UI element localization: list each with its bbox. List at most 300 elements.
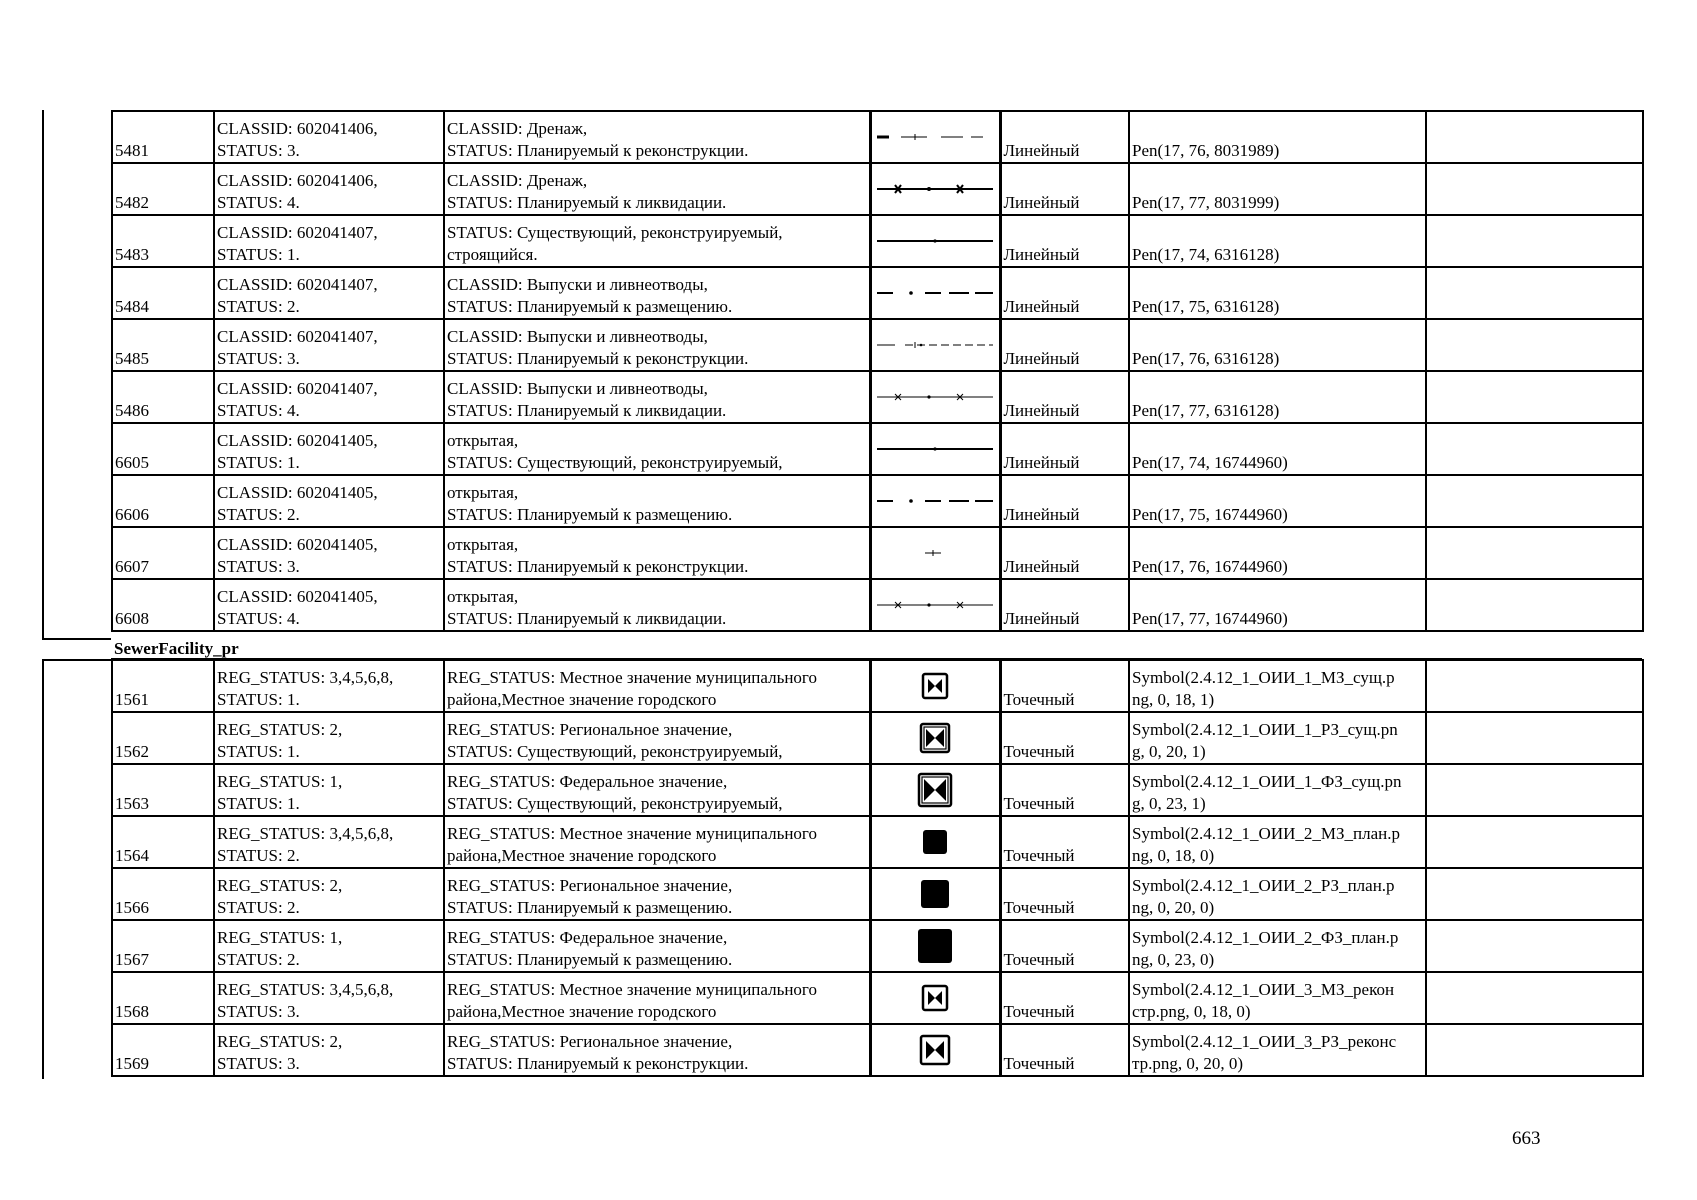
description-line1: REG_STATUS: Региональное значение,	[447, 876, 733, 895]
bowtie-regional-icon	[874, 722, 997, 754]
condition-line2: STATUS: 1.	[217, 794, 300, 813]
geometry-type-cell	[1000, 163, 1129, 215]
description-line2: STATUS: Планируемый к реконструкции.	[447, 141, 749, 160]
style-spec-cell	[1129, 319, 1426, 371]
code-cell	[112, 579, 214, 631]
description-line1: CLASSID: Выпуски и ливнеотводы,	[447, 275, 708, 294]
row-code: 1569	[115, 1054, 149, 1073]
style-spec-cell	[1129, 712, 1426, 764]
geometry-type: Точечный	[1003, 742, 1075, 761]
description-cell	[444, 475, 870, 527]
description-cell	[444, 267, 870, 319]
pen-spec: Pen(17, 76, 8031989)	[1132, 141, 1280, 160]
style-spec-cell	[1129, 660, 1426, 712]
description-line2: STATUS: Планируемый к реконструкции.	[447, 557, 749, 576]
condition-cell	[214, 163, 444, 215]
empty-cell	[1426, 972, 1643, 1024]
description-line1: REG_STATUS: Местное значение муниципального	[447, 824, 817, 843]
description-line2: STATUS: Существующий, реконструируемый,	[447, 794, 783, 813]
code-cell	[112, 319, 214, 371]
geometry-type: Точечный	[1003, 1002, 1075, 1021]
pen-spec: Pen(17, 77, 16744960)	[1132, 609, 1288, 628]
filled-square-large-icon	[874, 927, 997, 965]
drainage-line-styles-table	[111, 110, 1644, 632]
condition-line1: REG_STATUS: 2,	[217, 720, 343, 739]
table-row	[112, 816, 1643, 868]
pen-spec: Pen(17, 77, 8031999)	[1132, 193, 1280, 212]
empty-cell	[1426, 423, 1643, 475]
symbol-cell	[870, 920, 1000, 972]
geometry-type: Линейный	[1003, 193, 1080, 212]
row-code: 1566	[115, 898, 149, 917]
description-cell	[444, 579, 870, 631]
table-row	[112, 215, 1643, 267]
description-line2: STATUS: Планируемый к размещению.	[447, 297, 733, 316]
condition-cell	[214, 371, 444, 423]
table-row	[112, 972, 1643, 1024]
symbol-cell	[870, 163, 1000, 215]
table-row	[112, 475, 1643, 527]
condition-line1: CLASSID: 602041406,	[217, 171, 378, 190]
description-line2: района,Местное значение городского	[447, 1002, 717, 1021]
style-spec-cell	[1129, 1024, 1426, 1076]
description-line2: строящийся.	[447, 245, 538, 264]
symbol-cell	[870, 527, 1000, 579]
geometry-type-cell	[1000, 1024, 1129, 1076]
description-cell	[444, 1024, 870, 1076]
row-code: 1562	[115, 742, 149, 761]
symbol-spec-line1: Symbol(2.4.12_1_ОИИ_1_РЗ_сущ.pn	[1132, 720, 1398, 739]
style-spec-cell	[1129, 215, 1426, 267]
bowtie-recon-regional-icon	[874, 1034, 997, 1066]
empty-cell	[1426, 920, 1643, 972]
row-code: 6608	[115, 609, 149, 628]
table-row	[112, 712, 1643, 764]
symbol-cell	[870, 111, 1000, 163]
row-code: 1568	[115, 1002, 149, 1021]
description-cell	[444, 215, 870, 267]
code-cell	[112, 660, 214, 712]
row-code: 5481	[115, 141, 149, 160]
geometry-type-cell	[1000, 868, 1129, 920]
symbol-cell	[870, 371, 1000, 423]
condition-cell	[214, 712, 444, 764]
condition-cell	[214, 215, 444, 267]
description-line1: REG_STATUS: Региональное значение,	[447, 1032, 733, 1051]
geometry-type: Линейный	[1003, 401, 1080, 420]
style-spec-cell	[1129, 868, 1426, 920]
condition-line2: STATUS: 2.	[217, 950, 300, 969]
table-row	[112, 579, 1643, 631]
geometry-type-cell	[1000, 423, 1129, 475]
row-code: 6607	[115, 557, 149, 576]
condition-cell	[214, 868, 444, 920]
condition-line1: REG_STATUS: 3,4,5,6,8,	[217, 980, 394, 999]
description-cell	[444, 868, 870, 920]
pen-spec: Pen(17, 76, 6316128)	[1132, 349, 1280, 368]
condition-line2: STATUS: 4.	[217, 609, 300, 628]
row-code: 5483	[115, 245, 149, 264]
condition-line1: CLASSID: 602041405,	[217, 431, 378, 450]
section-title: SewerFacility_pr	[111, 638, 1642, 660]
description-line1: CLASSID: Выпуски и ливнеотводы,	[447, 379, 708, 398]
symbol-spec-line2: g, 0, 20, 1)	[1132, 742, 1206, 761]
geometry-type: Линейный	[1003, 505, 1080, 524]
symbol-spec-line2: ng, 0, 18, 0)	[1132, 846, 1215, 865]
bowtie-outline-icon	[874, 672, 997, 700]
geometry-type: Линейный	[1003, 349, 1080, 368]
empty-cell	[1426, 527, 1643, 579]
style-spec-cell	[1129, 163, 1426, 215]
description-cell	[444, 660, 870, 712]
line-planned-icon	[874, 286, 997, 300]
condition-line2: STATUS: 1.	[217, 690, 300, 709]
condition-line1: CLASSID: 602041405,	[217, 483, 378, 502]
description-line2: STATUS: Планируемый к ликвидации.	[447, 609, 727, 628]
symbol-cell	[870, 660, 1000, 712]
pen-spec: Pen(17, 76, 16744960)	[1132, 557, 1288, 576]
code-cell	[112, 475, 214, 527]
geometry-type: Точечный	[1003, 950, 1075, 969]
code-cell	[112, 111, 214, 163]
geometry-type: Линейный	[1003, 297, 1080, 316]
row-code: 1563	[115, 794, 149, 813]
description-line1: REG_STATUS: Федеральное значение,	[447, 772, 728, 791]
style-spec-cell	[1129, 423, 1426, 475]
description-cell	[444, 423, 870, 475]
description-cell	[444, 163, 870, 215]
geometry-type-cell	[1000, 579, 1129, 631]
symbol-cell	[870, 319, 1000, 371]
description-line2: STATUS: Планируемый к размещению.	[447, 950, 733, 969]
line-existing-icon	[874, 442, 997, 456]
geometry-type-cell	[1000, 319, 1129, 371]
symbol-cell	[870, 1024, 1000, 1076]
symbol-cell	[870, 972, 1000, 1024]
pen-spec: Pen(17, 74, 6316128)	[1132, 245, 1280, 264]
description-line2: STATUS: Существующий, реконструируемый,	[447, 742, 783, 761]
geometry-type-cell	[1000, 972, 1129, 1024]
style-spec-cell	[1129, 267, 1426, 319]
geometry-type-cell	[1000, 660, 1129, 712]
condition-line1: REG_STATUS: 1,	[217, 928, 343, 947]
geometry-type: Точечный	[1003, 794, 1075, 813]
condition-line2: STATUS: 2.	[217, 297, 300, 316]
description-line1: открытая,	[447, 535, 519, 554]
condition-cell	[214, 660, 444, 712]
empty-cell	[1426, 215, 1643, 267]
geometry-type-cell	[1000, 111, 1129, 163]
style-spec-cell	[1129, 371, 1426, 423]
description-cell	[444, 764, 870, 816]
symbol-cell	[870, 764, 1000, 816]
condition-line1: REG_STATUS: 3,4,5,6,8,	[217, 824, 394, 843]
geometry-type: Точечный	[1003, 898, 1075, 917]
condition-line1: REG_STATUS: 1,	[217, 772, 343, 791]
symbol-cell	[870, 816, 1000, 868]
symbol-cell	[870, 267, 1000, 319]
description-cell	[444, 319, 870, 371]
table-row	[112, 111, 1643, 163]
row-code: 1561	[115, 690, 149, 709]
geometry-type-cell	[1000, 764, 1129, 816]
description-line1: REG_STATUS: Федеральное значение,	[447, 928, 728, 947]
symbol-cell	[870, 579, 1000, 631]
description-line1: REG_STATUS: Местное значение муниципального	[447, 980, 817, 999]
table-row	[112, 371, 1643, 423]
sewer-facility-symbols-table	[111, 659, 1644, 1077]
geometry-type: Линейный	[1003, 453, 1080, 472]
geometry-type-cell	[1000, 215, 1129, 267]
row-code: 6605	[115, 453, 149, 472]
left-bracket-line-top	[42, 110, 44, 640]
bowtie-recon-icon	[874, 984, 997, 1012]
condition-line1: CLASSID: 602041407,	[217, 275, 378, 294]
condition-line2: STATUS: 4.	[217, 193, 300, 212]
pen-spec: Pen(17, 75, 16744960)	[1132, 505, 1288, 524]
page-number: 663	[1512, 1128, 1541, 1149]
symbol-spec-line1: Symbol(2.4.12_1_ОИИ_3_РЗ_реконс	[1132, 1032, 1397, 1051]
code-cell	[112, 972, 214, 1024]
description-line1: открытая,	[447, 431, 519, 450]
condition-cell	[214, 1024, 444, 1076]
description-cell	[444, 712, 870, 764]
symbol-spec-line1: Symbol(2.4.12_1_ОИИ_2_РЗ_план.p	[1132, 876, 1395, 895]
condition-cell	[214, 267, 444, 319]
empty-cell	[1426, 712, 1643, 764]
condition-line2: STATUS: 2.	[217, 846, 300, 865]
description-line2: STATUS: Планируемый к ликвидации.	[447, 401, 727, 420]
table-row	[112, 868, 1643, 920]
description-line2: STATUS: Планируемый к реконструкции.	[447, 349, 749, 368]
symbol-cell	[870, 868, 1000, 920]
condition-cell	[214, 319, 444, 371]
table-row	[112, 163, 1643, 215]
symbol-spec-line1: Symbol(2.4.12_1_ОИИ_2_ФЗ_план.p	[1132, 928, 1399, 947]
left-bracket-cap	[42, 659, 111, 661]
description-line2: района,Местное значение городского	[447, 690, 717, 709]
empty-cell	[1426, 267, 1643, 319]
style-spec-cell	[1129, 111, 1426, 163]
condition-cell	[214, 527, 444, 579]
empty-cell	[1426, 1024, 1643, 1076]
geometry-type-cell	[1000, 920, 1129, 972]
row-code: 5485	[115, 349, 149, 368]
code-cell	[112, 1024, 214, 1076]
description-line1: CLASSID: Дренаж,	[447, 119, 588, 138]
condition-line2: STATUS: 1.	[217, 453, 300, 472]
style-spec-cell	[1129, 972, 1426, 1024]
description-cell	[444, 527, 870, 579]
description-cell	[444, 972, 870, 1024]
condition-line1: CLASSID: 602041407,	[217, 327, 378, 346]
description-line1: STATUS: Существующий, реконструируемый,	[447, 223, 783, 242]
code-cell	[112, 371, 214, 423]
symbol-cell	[870, 423, 1000, 475]
condition-cell	[214, 579, 444, 631]
empty-cell	[1426, 371, 1643, 423]
symbol-spec-line1: Symbol(2.4.12_1_ОИИ_1_МЗ_сущ.p	[1132, 668, 1395, 687]
condition-line2: STATUS: 4.	[217, 401, 300, 420]
line-liquidation-icon	[874, 182, 997, 196]
geometry-type-cell	[1000, 371, 1129, 423]
row-code: 1567	[115, 950, 149, 969]
table-row	[112, 319, 1643, 371]
description-line1: CLASSID: Дренаж,	[447, 171, 588, 190]
code-cell	[112, 215, 214, 267]
code-cell	[112, 868, 214, 920]
table-row	[112, 920, 1643, 972]
geometry-type: Линейный	[1003, 609, 1080, 628]
condition-line2: STATUS: 3.	[217, 557, 300, 576]
empty-cell	[1426, 319, 1643, 371]
condition-line1: REG_STATUS: 2,	[217, 876, 343, 895]
table-row	[112, 1024, 1643, 1076]
empty-cell	[1426, 579, 1643, 631]
description-line2: STATUS: Планируемый к размещению.	[447, 898, 733, 917]
description-line1: REG_STATUS: Местное значение муниципального	[447, 668, 817, 687]
geometry-type: Линейный	[1003, 245, 1080, 264]
geometry-type: Точечный	[1003, 846, 1075, 865]
geometry-type-cell	[1000, 527, 1129, 579]
condition-line2: STATUS: 2.	[217, 505, 300, 524]
condition-line1: CLASSID: 602041405,	[217, 535, 378, 554]
code-cell	[112, 816, 214, 868]
description-line2: района,Местное значение городского	[447, 846, 717, 865]
filled-square-medium-icon	[874, 878, 997, 910]
line-liquidation-thin-icon	[874, 598, 997, 612]
style-spec-cell	[1129, 475, 1426, 527]
description-line1: открытая,	[447, 587, 519, 606]
symbol-spec-line1: Symbol(2.4.12_1_ОИИ_3_МЗ_рекон	[1132, 980, 1395, 999]
condition-cell	[214, 920, 444, 972]
geometry-type-cell	[1000, 816, 1129, 868]
line-existing-icon	[874, 234, 997, 248]
symbol-cell	[870, 475, 1000, 527]
row-code: 1564	[115, 846, 149, 865]
condition-cell	[214, 764, 444, 816]
symbol-cell	[870, 215, 1000, 267]
code-cell	[112, 712, 214, 764]
table-row	[112, 764, 1643, 816]
bowtie-federal-icon	[874, 772, 997, 808]
description-line1: REG_STATUS: Региональное значение,	[447, 720, 733, 739]
description-line2: STATUS: Планируемый к размещению.	[447, 505, 733, 524]
style-spec-cell	[1129, 579, 1426, 631]
condition-cell	[214, 423, 444, 475]
code-cell	[112, 267, 214, 319]
symbol-spec-line2: ng, 0, 18, 1)	[1132, 690, 1215, 709]
condition-line1: CLASSID: 602041405,	[217, 587, 378, 606]
condition-cell	[214, 816, 444, 868]
condition-line2: STATUS: 3.	[217, 141, 300, 160]
condition-line2: STATUS: 2.	[217, 898, 300, 917]
line-liquidation-thin-icon	[874, 390, 997, 404]
condition-line2: STATUS: 3.	[217, 1054, 300, 1073]
condition-line1: CLASSID: 602041406,	[217, 119, 378, 138]
description-cell	[444, 371, 870, 423]
row-code: 5486	[115, 401, 149, 420]
row-code: 6606	[115, 505, 149, 524]
symbol-spec-line1: Symbol(2.4.12_1_ОИИ_1_ФЗ_сущ.pn	[1132, 772, 1402, 791]
empty-cell	[1426, 111, 1643, 163]
geometry-type: Точечный	[1003, 1054, 1075, 1073]
style-spec-cell	[1129, 816, 1426, 868]
description-line1: открытая,	[447, 483, 519, 502]
style-spec-cell	[1129, 527, 1426, 579]
geometry-type-cell	[1000, 475, 1129, 527]
condition-line1: CLASSID: 602041407,	[217, 223, 378, 242]
symbol-spec-line2: ng, 0, 20, 0)	[1132, 898, 1215, 917]
line-recon-icon	[874, 338, 997, 352]
pen-spec: Pen(17, 77, 6316128)	[1132, 401, 1280, 420]
symbol-spec-line1: Symbol(2.4.12_1_ОИИ_2_МЗ_план.p	[1132, 824, 1400, 843]
description-line2: STATUS: Планируемый к реконструкции.	[447, 1054, 749, 1073]
condition-line1: REG_STATUS: 2,	[217, 1032, 343, 1051]
left-bracket-base	[42, 638, 111, 640]
symbol-cell	[870, 712, 1000, 764]
empty-cell	[1426, 163, 1643, 215]
condition-line1: REG_STATUS: 3,4,5,6,8,	[217, 668, 394, 687]
description-cell	[444, 111, 870, 163]
condition-line2: STATUS: 3.	[217, 349, 300, 368]
description-cell	[444, 816, 870, 868]
empty-cell	[1426, 660, 1643, 712]
empty-cell	[1426, 475, 1643, 527]
left-bracket-line-bottom	[42, 659, 44, 1079]
condition-line2: STATUS: 1.	[217, 742, 300, 761]
empty-cell	[1426, 816, 1643, 868]
empty-cell	[1426, 764, 1643, 816]
empty-cell	[1426, 868, 1643, 920]
pen-spec: Pen(17, 75, 6316128)	[1132, 297, 1280, 316]
code-cell	[112, 163, 214, 215]
row-code: 5484	[115, 297, 149, 316]
filled-square-small-icon	[874, 828, 997, 856]
geometry-type: Линейный	[1003, 557, 1080, 576]
condition-line2: STATUS: 1.	[217, 245, 300, 264]
condition-cell	[214, 111, 444, 163]
style-spec-cell	[1129, 764, 1426, 816]
symbol-spec-line2: g, 0, 23, 1)	[1132, 794, 1206, 813]
description-cell	[444, 920, 870, 972]
condition-line2: STATUS: 3.	[217, 1002, 300, 1021]
description-line1: CLASSID: Выпуски и ливнеотводы,	[447, 327, 708, 346]
symbol-spec-line2: тр.png, 0, 20, 0)	[1132, 1054, 1244, 1073]
condition-cell	[214, 475, 444, 527]
geometry-type: Линейный	[1003, 141, 1080, 160]
code-cell	[112, 527, 214, 579]
description-line2: STATUS: Планируемый к ликвидации.	[447, 193, 727, 212]
symbol-spec-line2: стр.png, 0, 18, 0)	[1132, 1002, 1251, 1021]
condition-cell	[214, 972, 444, 1024]
table-row	[112, 267, 1643, 319]
code-cell	[112, 764, 214, 816]
geometry-type: Точечный	[1003, 690, 1075, 709]
style-spec-cell	[1129, 920, 1426, 972]
table-row	[112, 423, 1643, 475]
condition-line1: CLASSID: 602041407,	[217, 379, 378, 398]
code-cell	[112, 423, 214, 475]
line-recon-small-icon	[874, 130, 997, 144]
geometry-type-cell	[1000, 712, 1129, 764]
description-line2: STATUS: Существующий, реконструируемый,	[447, 453, 783, 472]
row-code: 5482	[115, 193, 149, 212]
symbol-spec-line2: ng, 0, 23, 0)	[1132, 950, 1215, 969]
line-planned-icon	[874, 494, 997, 508]
line-recon-dot-icon	[874, 546, 997, 560]
table-row	[112, 527, 1643, 579]
